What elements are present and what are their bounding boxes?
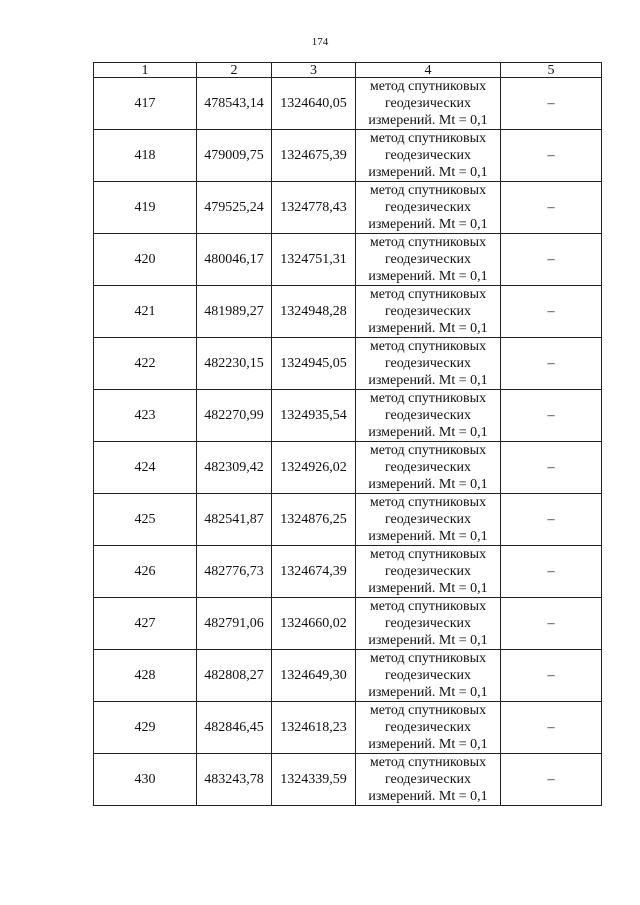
method-cell [356,182,501,234]
method-line: геодезических [384,148,471,163]
table-row [94,78,602,130]
table-row [94,598,602,650]
method-line: измерений. Mt = 0,1 [368,373,488,388]
coordinates-table [93,62,602,806]
table-row [94,234,602,286]
method-cell [356,702,501,754]
note-cell: – [501,130,602,182]
method-cell [356,598,501,650]
x-coordinate: 482541,87 [197,494,272,546]
note-cell: – [501,390,602,442]
note-cell: – [501,442,602,494]
method-line: измерений. Mt = 0,1 [368,269,488,284]
point-number: 419 [94,182,197,234]
note-cell: – [501,234,602,286]
table-row [94,546,602,598]
point-number: 423 [94,390,197,442]
method-line: метод спутниковых [369,703,487,718]
header-col-4: 4 [356,63,501,78]
method-cell [356,494,501,546]
method-line: геодезических [384,564,471,579]
page-number: 174 [311,36,329,48]
method-line: геодезических [384,356,471,371]
table-row [94,650,602,702]
x-coordinate: 481989,27 [197,286,272,338]
table-row [94,442,602,494]
point-number: 420 [94,234,197,286]
method-line: измерений. Mt = 0,1 [368,113,488,128]
note-cell: – [501,494,602,546]
method-cell [356,78,501,130]
method-line: метод спутниковых [369,235,487,250]
x-coordinate: 479009,75 [197,130,272,182]
y-coordinate: 1324948,28 [272,286,356,338]
method-line: измерений. Mt = 0,1 [368,425,488,440]
method-line: геодезических [384,720,471,735]
method-line: метод спутниковых [369,495,487,510]
method-cell [356,338,501,390]
method-line: геодезических [384,408,471,423]
note-cell: – [501,182,602,234]
method-line: геодезических [384,252,471,267]
method-line: метод спутниковых [369,443,487,458]
table-row [94,130,602,182]
table-row [94,702,602,754]
x-coordinate: 482846,45 [197,702,272,754]
note-cell: – [501,650,602,702]
point-number: 421 [94,286,197,338]
note-cell: – [501,286,602,338]
note-cell: – [501,702,602,754]
y-coordinate: 1324660,02 [272,598,356,650]
table-row [94,754,602,806]
table-row [94,390,602,442]
y-coordinate: 1324640,05 [272,78,356,130]
y-coordinate: 1324876,25 [272,494,356,546]
point-number: 427 [94,598,197,650]
y-coordinate: 1324778,43 [272,182,356,234]
x-coordinate: 483243,78 [197,754,272,806]
method-line: измерений. Mt = 0,1 [368,789,488,804]
method-line: геодезических [384,304,471,319]
method-line: геодезических [384,96,471,111]
point-number: 426 [94,546,197,598]
method-line: измерений. Mt = 0,1 [368,685,488,700]
point-number: 428 [94,650,197,702]
method-cell [356,546,501,598]
y-coordinate: 1324926,02 [272,442,356,494]
method-cell [356,130,501,182]
method-cell [356,390,501,442]
y-coordinate: 1324649,30 [272,650,356,702]
x-coordinate: 478543,14 [197,78,272,130]
method-line: измерений. Mt = 0,1 [368,529,488,544]
method-line: метод спутниковых [369,339,487,354]
method-line: измерений. Mt = 0,1 [368,165,488,180]
method-line: метод спутниковых [369,547,487,562]
header-col-2: 2 [197,63,272,78]
note-cell: – [501,598,602,650]
method-line: метод спутниковых [369,287,487,302]
y-coordinate: 1324339,59 [272,754,356,806]
method-line: метод спутниковых [369,391,487,406]
x-coordinate: 482808,27 [197,650,272,702]
method-line: геодезических [384,616,471,631]
method-line: метод спутниковых [369,183,487,198]
method-line: геодезических [384,512,471,527]
x-coordinate: 482791,06 [197,598,272,650]
method-line: измерений. Mt = 0,1 [368,477,488,492]
point-number: 430 [94,754,197,806]
method-line: геодезических [384,772,471,787]
header-col-1: 1 [94,63,197,78]
note-cell: – [501,78,602,130]
method-line: измерений. Mt = 0,1 [368,217,488,232]
method-line: метод спутниковых [369,599,487,614]
table-row [94,338,602,390]
table-row [94,182,602,234]
method-cell [356,650,501,702]
point-number: 417 [94,78,197,130]
point-number: 425 [94,494,197,546]
header-col-3: 3 [272,63,356,78]
note-cell: – [501,546,602,598]
y-coordinate: 1324935,54 [272,390,356,442]
method-line: измерений. Mt = 0,1 [368,581,488,596]
y-coordinate: 1324945,05 [272,338,356,390]
method-line: измерений. Mt = 0,1 [368,321,488,336]
table-row [94,494,602,546]
point-number: 429 [94,702,197,754]
method-line: измерений. Mt = 0,1 [368,633,488,648]
method-line: метод спутниковых [369,651,487,666]
method-line: метод спутниковых [369,79,487,94]
y-coordinate: 1324675,39 [272,130,356,182]
method-line: геодезических [384,668,471,683]
method-line: геодезических [384,460,471,475]
x-coordinate: 482776,73 [197,546,272,598]
method-line: геодезических [384,200,471,215]
point-number: 422 [94,338,197,390]
method-line: измерений. Mt = 0,1 [368,737,488,752]
note-cell: – [501,338,602,390]
method-line: метод спутниковых [369,131,487,146]
method-cell [356,754,501,806]
point-number: 418 [94,130,197,182]
method-line: метод спутниковых [369,755,487,770]
method-cell [356,442,501,494]
x-coordinate: 482309,42 [197,442,272,494]
x-coordinate: 482230,15 [197,338,272,390]
method-cell [356,234,501,286]
y-coordinate: 1324618,23 [272,702,356,754]
y-coordinate: 1324751,31 [272,234,356,286]
note-cell: – [501,754,602,806]
x-coordinate: 479525,24 [197,182,272,234]
table-header-row [94,63,602,78]
table-row [94,286,602,338]
x-coordinate: 480046,17 [197,234,272,286]
table-body [94,78,602,806]
point-number: 424 [94,442,197,494]
header-col-5: 5 [501,63,602,78]
method-cell [356,286,501,338]
y-coordinate: 1324674,39 [272,546,356,598]
x-coordinate: 482270,99 [197,390,272,442]
